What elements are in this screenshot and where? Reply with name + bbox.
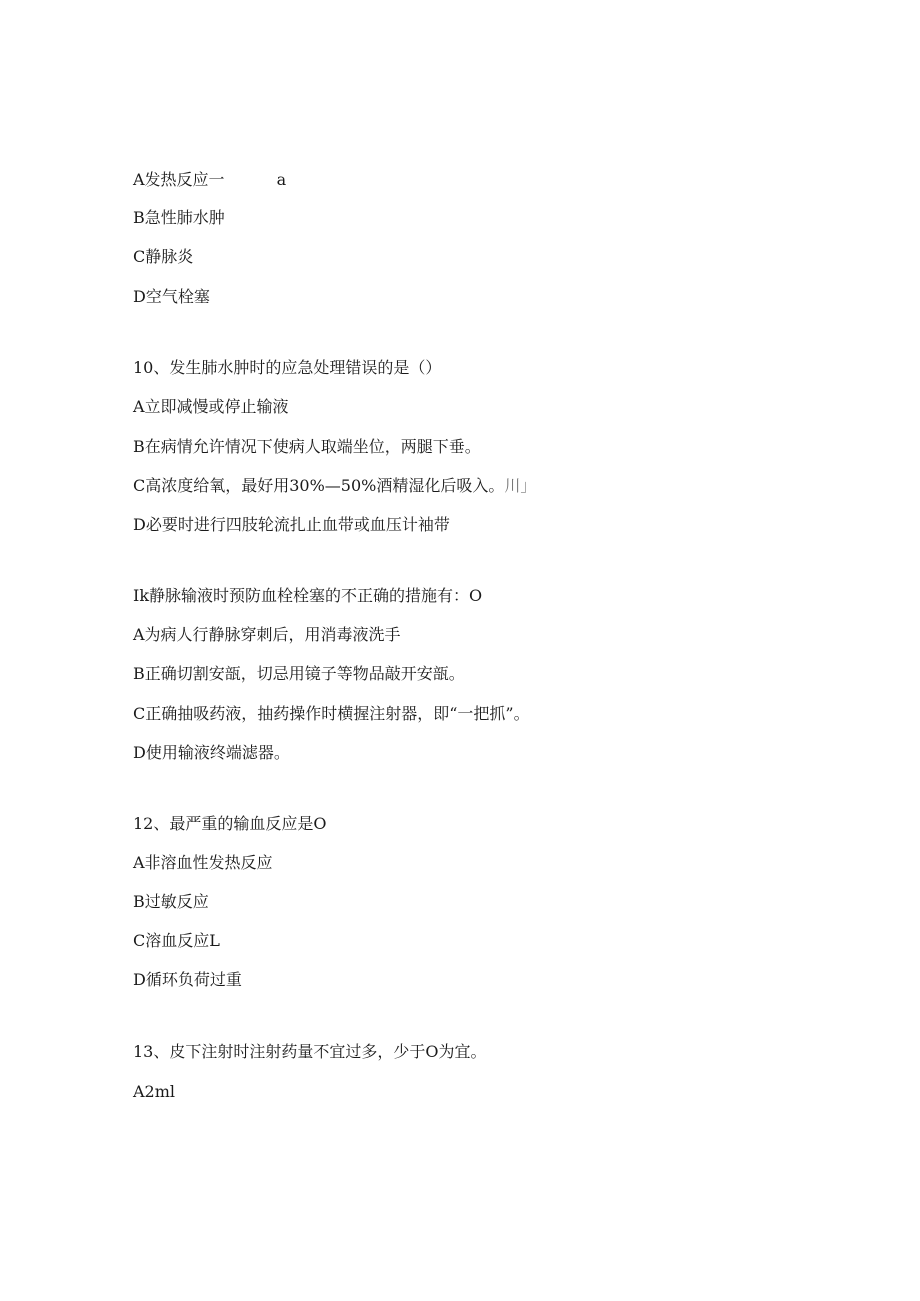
q11-option-a: A为病人行静脉穿刺后，用消毒液洗手 [133, 625, 401, 644]
q9-option-c: C静脉炎 [133, 247, 194, 266]
q10-option-d: D必要时进行四肢轮流扎止血带或血压计袖带 [133, 515, 450, 534]
q10-option-a: A立即减慢或停止输液 [133, 397, 289, 416]
q9-option-a-text: A发热反应一 [133, 170, 225, 189]
q13-question: 13、皮下注射时注射药量不宜过多，少于O为宜。 [133, 1042, 487, 1061]
q11-option-b: B正确切割安瓿，切忌用镜子等物品敲开安瓿。 [133, 664, 465, 683]
q9-stray-mark: a [276, 170, 287, 189]
q12-question: 12、最严重的输血反应是O [133, 814, 327, 833]
q9-option-b: B急性肺水肿 [133, 208, 225, 227]
q12-option-b: B过敏反应 [133, 892, 209, 911]
q10-option-c [133, 475, 536, 497]
q12-option-c: C溶血反应L [133, 931, 220, 950]
q10-option-c-text: C高浓度给氧，最好用30%—50%酒精湿化后吸入。 [133, 476, 505, 495]
q13-option-a: A2ml [133, 1082, 176, 1101]
q11-option-c: C正确抽吸药液，抽药操作时横握注射器，即“一把抓”。 [133, 704, 530, 723]
q10-option-c-mark: 川」 [504, 476, 537, 495]
q12-option-d: D循环负荷过重 [133, 970, 242, 989]
q9-option-d: D空气栓塞 [133, 287, 210, 306]
q12-option-a: A非溶血性发热反应 [133, 853, 273, 872]
q11-question: Ik静脉输液时预防血栓栓塞的不正确的措施有：O [133, 586, 483, 605]
q10-option-b: B在病情允许情况下使病人取端坐位，两腿下垂。 [133, 437, 481, 456]
q9-option-a [133, 169, 286, 191]
q10-question: 10、发生肺水肿时的应急处理错误的是（） [133, 358, 442, 377]
q11-option-d: D使用输液终端滤器。 [133, 743, 290, 762]
